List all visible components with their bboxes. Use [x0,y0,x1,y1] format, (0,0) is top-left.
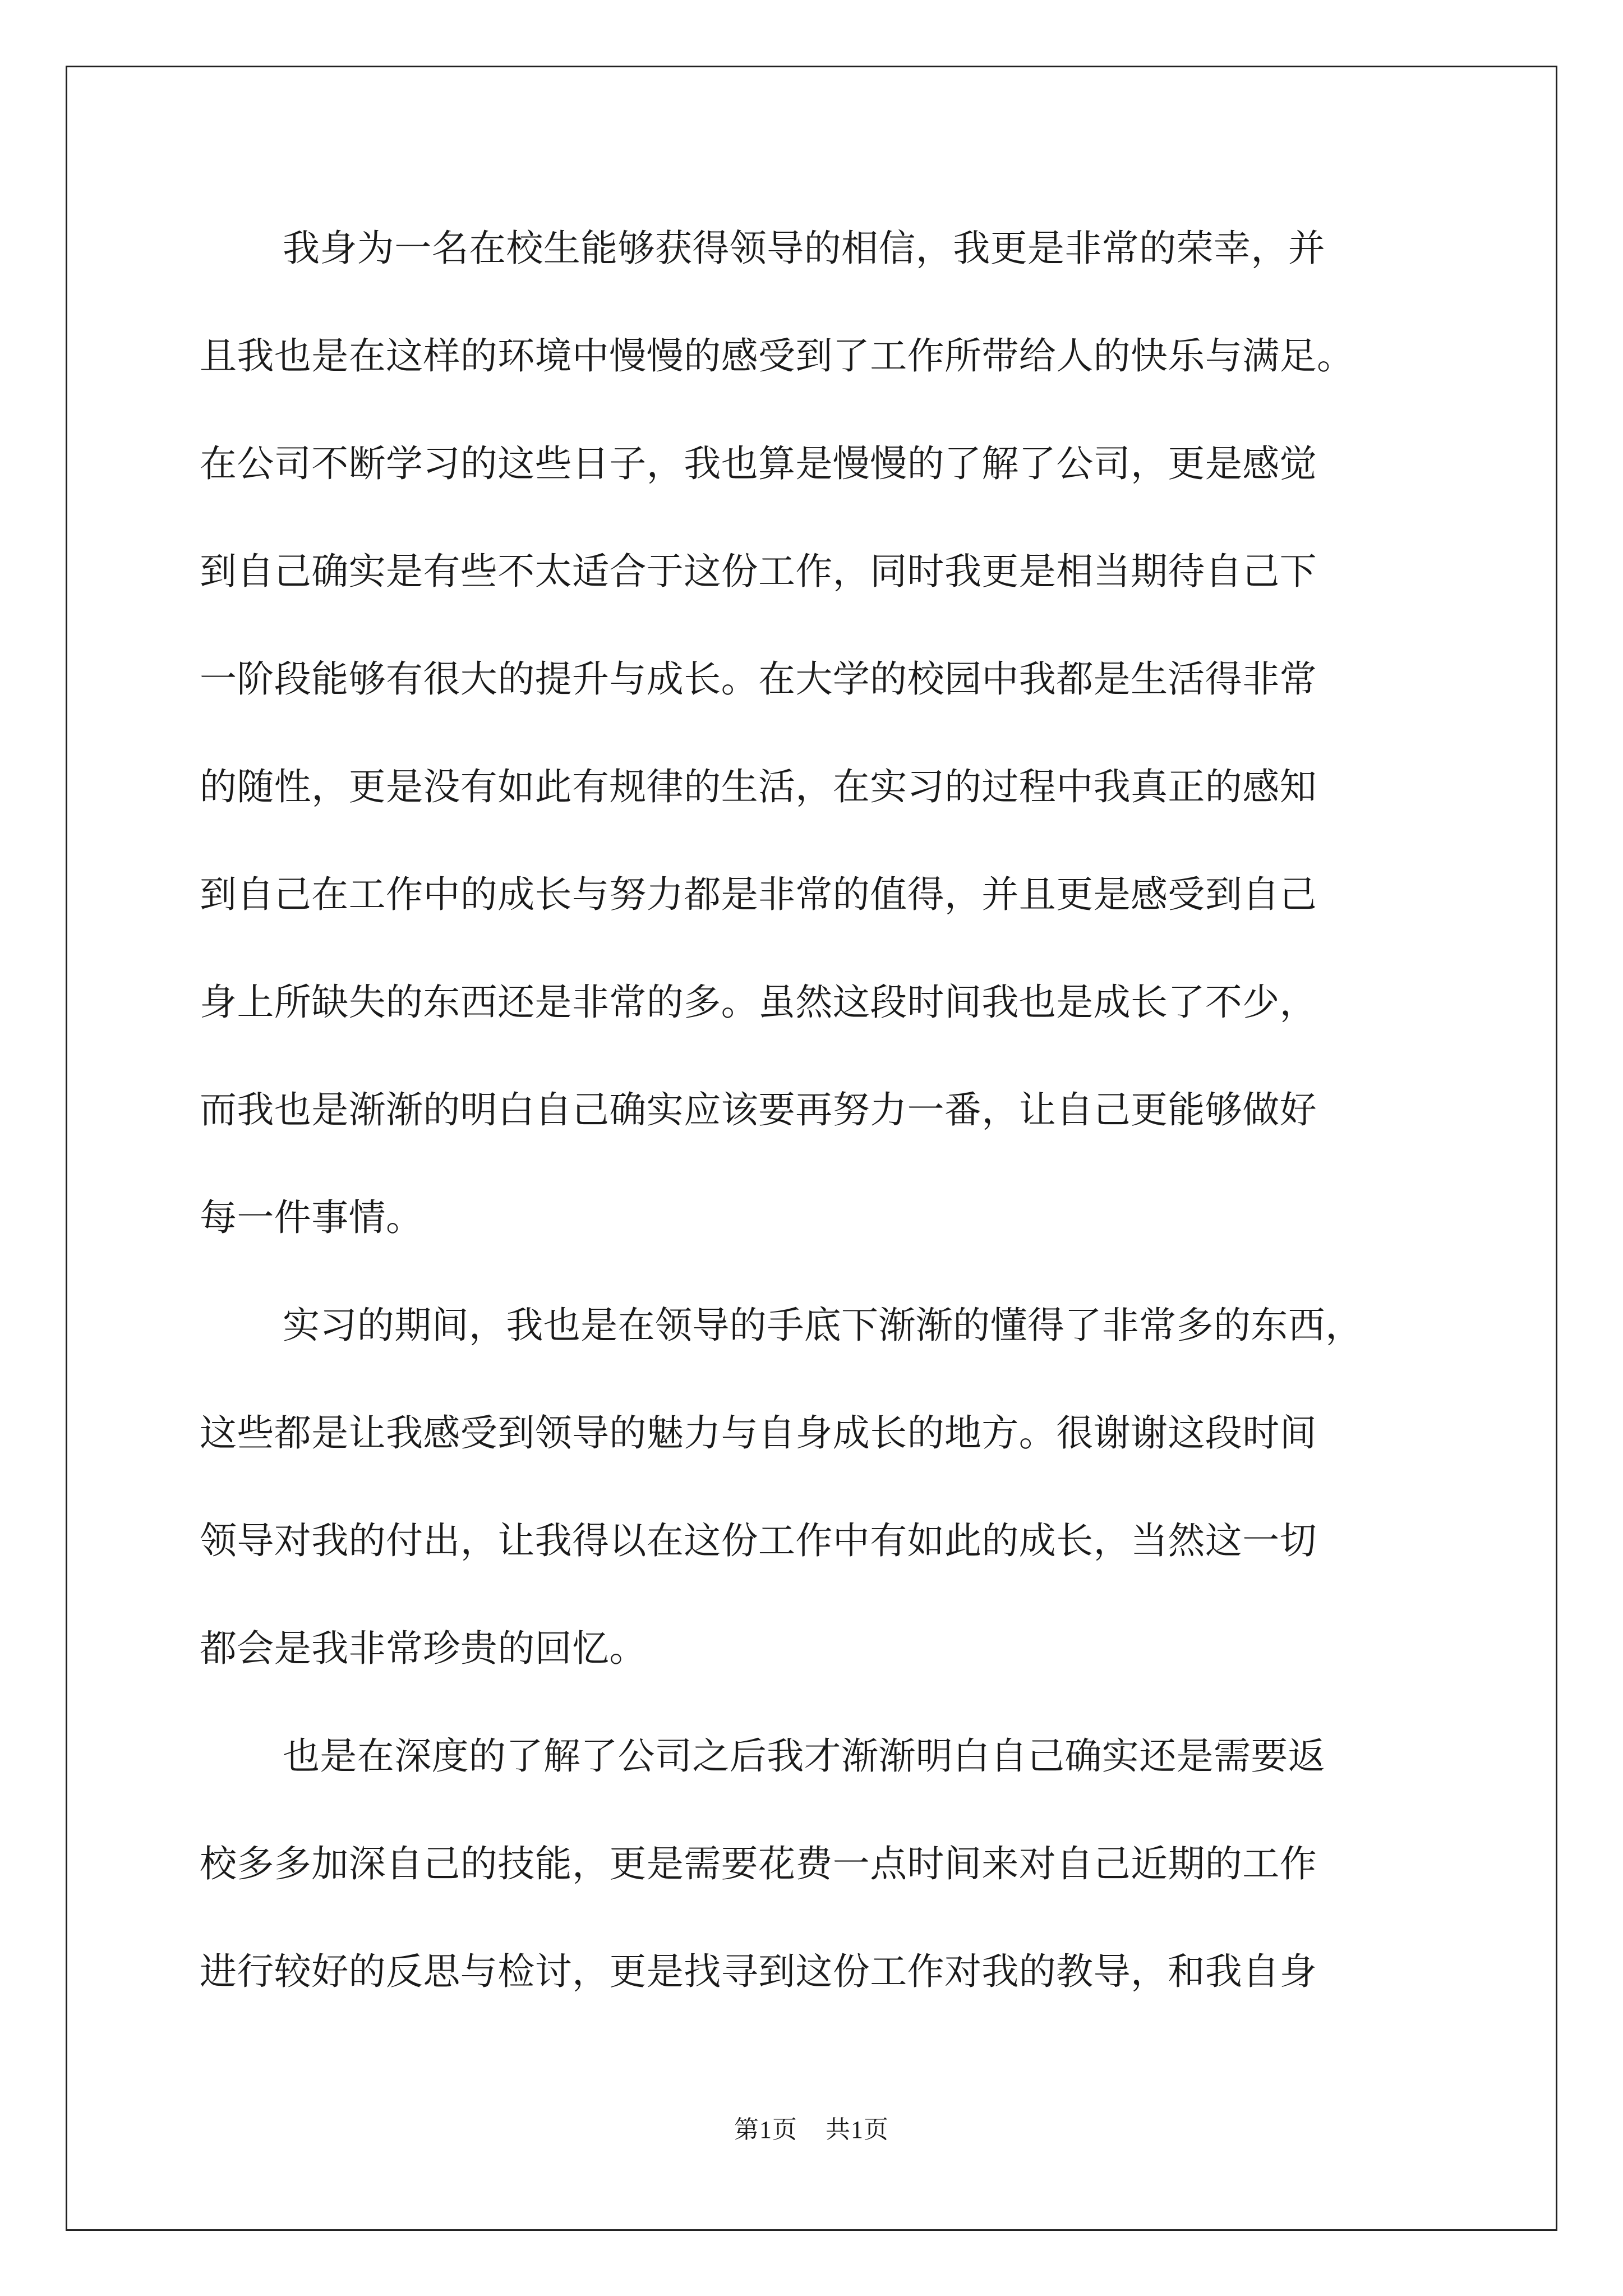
text-line: 身上所缺失的东西还是非常的多。虽然这段时间我也是成长了不少， [200,981,1317,1024]
text-line: 这些都是让我感受到领导的魅力与自身成长的地方。很谢谢这段时间 [200,1411,1317,1455]
page-total: 共1页 [826,2116,889,2143]
text-line: 领导对我的付出，让我得以在这份工作中有如此的成长，当然这一切 [200,1519,1317,1562]
text-line: 都会是我非常珍贵的回忆。 [200,1627,647,1670]
text-line: 每一件事情。 [200,1196,423,1239]
text-line: 进行较好的反思与检讨，更是找寻到这份工作对我的教导，和我自身 [200,1950,1317,1993]
page-border [66,66,1557,2231]
page-number: 第1页 [734,2116,797,2143]
text-line: 且我也是在这样的环境中慢慢的感受到了工作所带给人的快乐与满足。 [200,334,1354,378]
text-line: 一阶段能够有很大的提升与成长。在大学的校园中我都是生活得非常 [200,657,1317,701]
text-line: 校多多加深自己的技能，更是需要花费一点时间来对自己近期的工作 [200,1842,1317,1885]
page-footer [0,2109,1623,2145]
text-line: 而我也是渐渐的明白自己确实应该要再努力一番，让自己更能够做好 [200,1088,1317,1131]
text-line: 到自己确实是有些不太适合于这份工作，同时我更是相当期待自己下 [200,550,1317,593]
text-line: 实习的期间，我也是在领导的手底下渐渐的懂得了非常多的东西， [283,1304,1363,1347]
text-line: 到自己在工作中的成长与努力都是非常的值得，并且更是感受到自己 [200,873,1317,916]
text-line: 也是在深度的了解了公司之后我才渐渐明白自己确实还是需要返 [283,1734,1326,1778]
text-line: 在公司不断学习的这些日子，我也算是慢慢的了解了公司，更是感觉 [200,442,1317,485]
text-line: 的随性，更是没有如此有规律的生活，在实习的过程中我真正的感知 [200,765,1317,808]
text-line: 我身为一名在校生能够获得领导的相信，我更是非常的荣幸，并 [283,227,1326,270]
